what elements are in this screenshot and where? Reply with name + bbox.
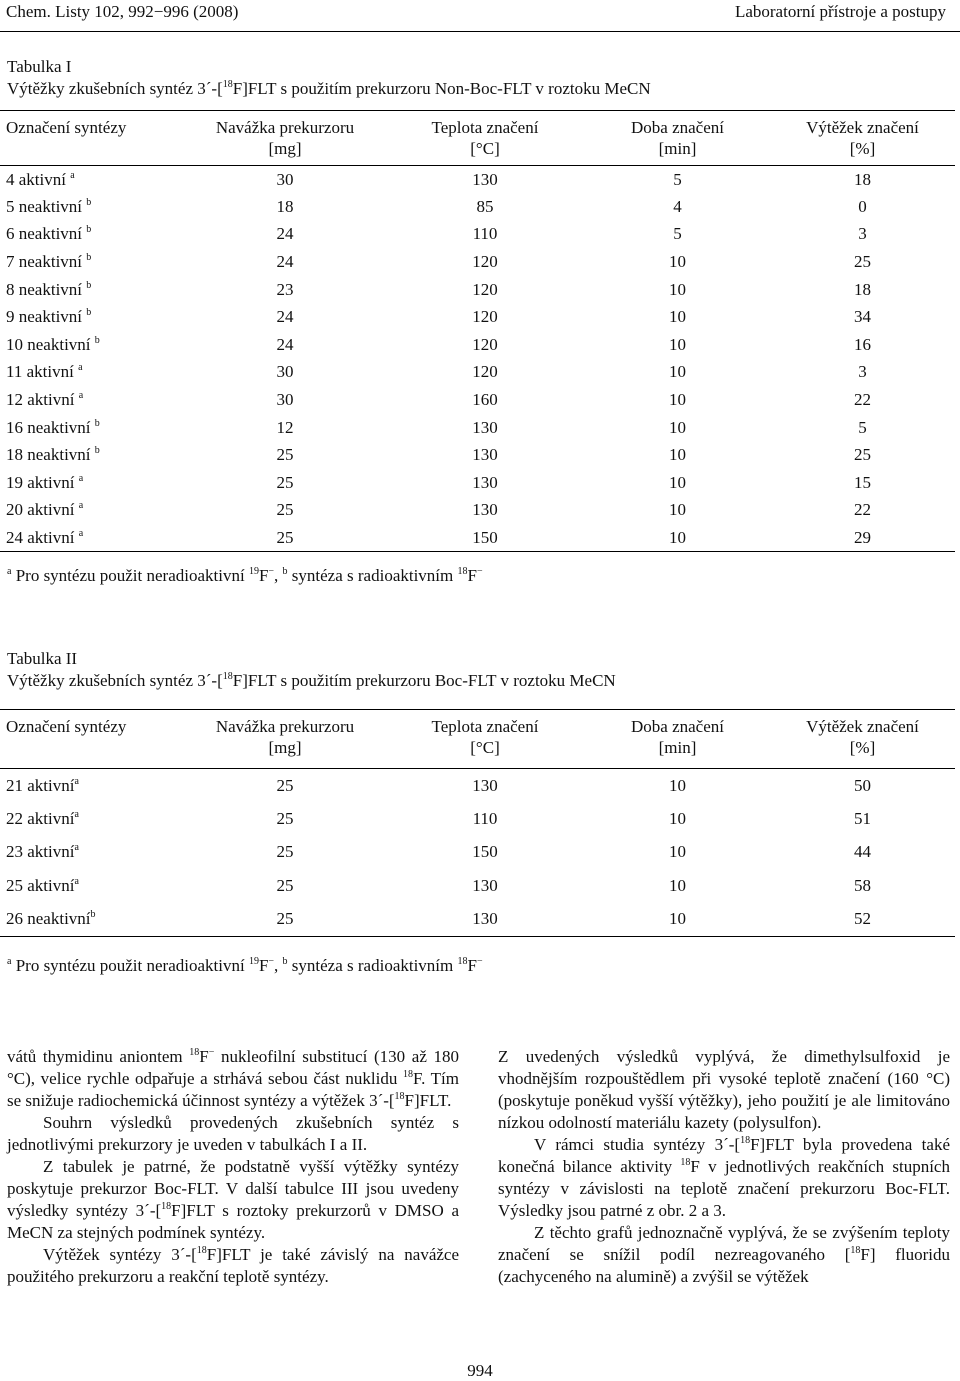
table1-row: [0, 497, 955, 525]
synthesis-label: 12 aktivní $^a$: [6, 390, 84, 410]
table2-col-header: Teplota značení [°C]: [431, 717, 539, 757]
precursor-mass-cell: 25: [276, 445, 294, 465]
time-cell: 10: [669, 390, 686, 410]
yield-cell: 22: [854, 390, 871, 410]
header-rule: [0, 31, 960, 32]
temperature-cell: 120: [472, 334, 498, 354]
temperature-cell: 130: [472, 445, 498, 465]
precursor-mass-cell: 25: [276, 876, 294, 896]
table1-row: [0, 414, 955, 442]
temperature-cell: 130: [472, 876, 498, 896]
table2-col-header: Navážka prekurzoru [mg]: [215, 717, 355, 757]
temperature-cell: 130: [472, 775, 498, 795]
body-column-right: [498, 1046, 950, 1288]
synthesis-label: 8 neaktivní $^b$: [6, 279, 92, 299]
table1-row: [0, 248, 955, 276]
table1-col-header: Navážka prekurzoru [mg]: [215, 118, 355, 158]
precursor-mass-cell: 24: [276, 252, 294, 272]
temperature-cell: 120: [472, 307, 498, 327]
time-cell: 10: [669, 527, 686, 547]
synthesis-label: 6 neaktivní $^b$: [6, 224, 92, 244]
precursor-mass-cell: 25: [276, 909, 294, 929]
table1-caption: [7, 56, 651, 100]
table2-footnote: $^a$ Pro syntézu použit neradioaktivní $^{19}$F−, $^b$ syntéza s radioaktivním $^{18}$F−: [7, 956, 483, 975]
table1-row: [0, 469, 955, 497]
temperature-cell: 160: [472, 390, 498, 410]
precursor-mass-cell: 30: [276, 362, 294, 382]
yield-cell: 58: [854, 876, 871, 896]
body-paragraph: V rámci studia syntézy 3´-[$^{18}$F]FLT byla provedena také konečná bilance aktivity $^{18}$F v jednotlivých reakčních stupních syntézy v závislosti na teplotě značení prekurzoru Boc-FLT. Výsledky jsou patrné z obr. 2 a 3.: [498, 1135, 950, 1220]
synthesis-label: 7 neaktivní $^b$: [6, 252, 92, 272]
time-cell: 10: [669, 842, 686, 862]
synthesis-label: 22 aktivní$^a$: [6, 808, 79, 828]
precursor-mass-cell: 30: [276, 390, 294, 410]
table2-row: [0, 836, 955, 870]
table2-row: [0, 802, 955, 836]
yield-cell: 3: [858, 224, 867, 244]
yield-cell: 50: [854, 775, 871, 795]
time-cell: 5: [673, 224, 682, 244]
body-column-left: [7, 1046, 459, 1288]
table2-title: [7, 670, 616, 692]
temperature-cell: 130: [472, 472, 498, 492]
synthesis-label: 23 aktivní$^a$: [6, 842, 79, 862]
table1-col-header: Výtěžek značení [%]: [806, 118, 919, 158]
synthesis-label: 4 aktivní $^a$: [6, 169, 75, 189]
table1-row: [0, 166, 955, 194]
temperature-cell: 150: [472, 527, 498, 547]
time-cell: 10: [669, 307, 686, 327]
body-paragraph: Z tabulek je patrné, že podstatně vyšší výtěžky syntézy poskytuje prekurzor Boc-FLT. V další tabulce III jsou uvedeny výsledky syntézy 3´-[$^{18}$F]FLT s roztoky prekurzorů v DMSO a MeCN za stejných podmínek syntézy.: [7, 1157, 459, 1242]
table2-col-header: Výtěžek značení [%]: [806, 717, 919, 757]
table1-row: [0, 441, 955, 469]
page-number: 994: [467, 1361, 493, 1380]
yield-cell: 52: [854, 909, 871, 929]
body-paragraph: Z uvedených výsledků vyplývá, že dimethylsulfoxid je vhodnějším rozpouštědlem při vysoké teplotě značení (160 °C) (poskytuje poněkud vyšší výtěžky), jeho použití je ale limitováno nízkou odolností materiálu kazety (polysulfon).: [498, 1047, 950, 1132]
table1-col-header: Označení syntézy: [6, 118, 127, 137]
time-cell: 5: [673, 169, 682, 189]
time-cell: 10: [669, 909, 686, 929]
table2-body: [0, 769, 955, 937]
table1-row: [0, 524, 955, 552]
table2-label: Tabulka II: [7, 649, 78, 668]
synthesis-label: 20 aktivní $^a$: [6, 500, 84, 520]
precursor-mass-cell: 25: [276, 472, 294, 492]
table1-body: [0, 166, 955, 552]
temperature-cell: 120: [472, 362, 498, 382]
table1-row: [0, 276, 955, 304]
yield-cell: 0: [858, 196, 867, 216]
table2-caption: [7, 648, 616, 692]
time-cell: 10: [669, 775, 686, 795]
table1-row: [0, 193, 955, 221]
yield-cell: 18: [854, 169, 871, 189]
yield-cell: 44: [854, 842, 871, 862]
synthesis-label: 19 aktivní $^a$: [6, 472, 84, 492]
time-cell: 4: [673, 196, 682, 216]
yield-cell: 29: [854, 527, 871, 547]
running-header: [6, 2, 946, 26]
table2-title-sup: 18: [222, 671, 233, 682]
time-cell: 10: [669, 417, 686, 437]
table1-row: [0, 303, 955, 331]
precursor-mass-cell: 25: [276, 775, 294, 795]
precursor-mass-cell: 12: [276, 417, 294, 437]
synthesis-label: 24 aktivní $^a$: [6, 527, 84, 547]
table1-title-post: F]FLT s použitím prekurzoru Non-Boc-FLT v roztoku MeCN: [232, 79, 651, 98]
synthesis-label: 26 neaktivní$^b$: [6, 909, 96, 929]
table2-title-post: F]FLT s použitím prekurzoru Boc-FLT v roztoku MeCN: [232, 671, 616, 690]
table2-header-row: [0, 710, 955, 769]
yield-cell: 3: [858, 362, 867, 382]
time-cell: 10: [669, 472, 686, 492]
table1-row: [0, 386, 955, 414]
synthesis-label: 5 neaktivní $^b$: [6, 196, 92, 216]
precursor-mass-cell: 24: [276, 307, 294, 327]
yield-cell: 34: [854, 307, 871, 327]
yield-cell: 18: [854, 279, 871, 299]
time-cell: 10: [669, 362, 686, 382]
table2-row: [0, 769, 955, 803]
temperature-cell: 110: [472, 224, 498, 244]
section-title: Laboratorní přístroje a postupy: [734, 2, 946, 21]
yield-cell: 16: [854, 334, 871, 354]
table2-title-pre: Výtěžky zkušebních syntéz 3´-[: [7, 671, 223, 690]
temperature-cell: 130: [472, 169, 498, 189]
synthesis-label: 25 aktivní$^a$: [6, 876, 79, 896]
journal-citation: Chem. Listy 102, 992−996 (2008): [6, 2, 239, 21]
synthesis-label: 9 neaktivní $^b$: [6, 307, 92, 327]
table2-col-header: Označení syntézy: [6, 717, 127, 736]
table1-title-sup: 18: [222, 79, 233, 90]
precursor-mass-cell: 18: [276, 196, 294, 216]
yield-cell: 25: [854, 445, 871, 465]
yield-cell: 25: [854, 252, 871, 272]
time-cell: 10: [669, 876, 686, 896]
table1-row: [0, 331, 955, 359]
time-cell: 10: [669, 279, 686, 299]
synthesis-label: 11 aktivní $^a$: [6, 362, 83, 382]
temperature-cell: 150: [472, 842, 498, 862]
precursor-mass-cell: 25: [276, 500, 294, 520]
synthesis-label: 21 aktivní$^a$: [6, 775, 79, 795]
time-cell: 10: [669, 445, 686, 465]
table1-row: [0, 359, 955, 387]
temperature-cell: 120: [472, 279, 498, 299]
table2-col-header: Doba značení [min]: [631, 717, 724, 757]
temperature-cell: 85: [476, 196, 494, 216]
time-cell: 10: [669, 334, 686, 354]
body-paragraph: Souhrn výsledků provedených zkušebních syntéz s jednotlivými prekurzory je uveden v tabulkách I a II.: [7, 1113, 459, 1154]
temperature-cell: 130: [472, 417, 498, 437]
table2-row: [0, 869, 955, 903]
time-cell: 10: [669, 252, 686, 272]
table1: [0, 110, 955, 552]
temperature-cell: 130: [472, 500, 498, 520]
yield-cell: 5: [858, 417, 867, 437]
yield-cell: 51: [854, 808, 871, 828]
temperature-cell: 130: [472, 909, 498, 929]
table2: [0, 709, 955, 937]
table1-col-header: Doba značení [min]: [631, 118, 724, 158]
precursor-mass-cell: 24: [276, 224, 294, 244]
time-cell: 10: [669, 500, 686, 520]
time-cell: 10: [669, 808, 686, 828]
precursor-mass-cell: 25: [276, 842, 294, 862]
temperature-cell: 110: [472, 808, 498, 828]
synthesis-label: 10 neaktivní $^b$: [6, 334, 100, 354]
synthesis-label: 18 neaktivní $^b$: [6, 445, 100, 465]
yield-cell: 15: [854, 472, 871, 492]
body-paragraph: Výtěžek syntézy 3´-[$^{18}$F]FLT je také závislý na navážce použitého prekurzoru a reakční teplotě syntézy.: [7, 1245, 459, 1286]
synthesis-label: 16 neaktivní $^b$: [6, 417, 100, 437]
table1-footnote: $^a$ Pro syntézu použit neradioaktivní $^{19}$F−, $^b$ syntéza s radioaktivním $^{18}$F−: [7, 566, 483, 585]
table1-header-row: [0, 111, 955, 166]
yield-cell: 22: [854, 500, 871, 520]
body-paragraph: vátů thymidinu aniontem $^{18}$F− nukleofilní substitucí (130 až 180 °C), velice rychle odpařuje a strhává sebou část nuklidu $^{18}$F. Tím se snižuje radiochemická účinnost syntézy a výtěžek 3´-[$^{18}$F]FLT.: [7, 1047, 459, 1110]
precursor-mass-cell: 30: [276, 169, 294, 189]
table2-row: [0, 903, 955, 937]
table1-label: Tabulka I: [7, 57, 72, 76]
temperature-cell: 120: [472, 252, 498, 272]
table1-title: [7, 78, 651, 100]
precursor-mass-cell: 23: [276, 279, 294, 299]
table1-title-pre: Výtěžky zkušebních syntéz 3´-[: [7, 79, 223, 98]
table1-row: [0, 221, 955, 249]
body-paragraph: Z těchto grafů jednoznačně vyplývá, že se zvýšením teploty značení se snížil podíl nezreagovaného [$^{18}$F] fluoridu (zachyceného na alumině) a zvýšil se výtěžek: [498, 1223, 951, 1286]
table1-col-header: Teplota značení [°C]: [431, 118, 539, 158]
precursor-mass-cell: 25: [276, 808, 294, 828]
precursor-mass-cell: 24: [276, 334, 294, 354]
precursor-mass-cell: 25: [276, 527, 294, 547]
